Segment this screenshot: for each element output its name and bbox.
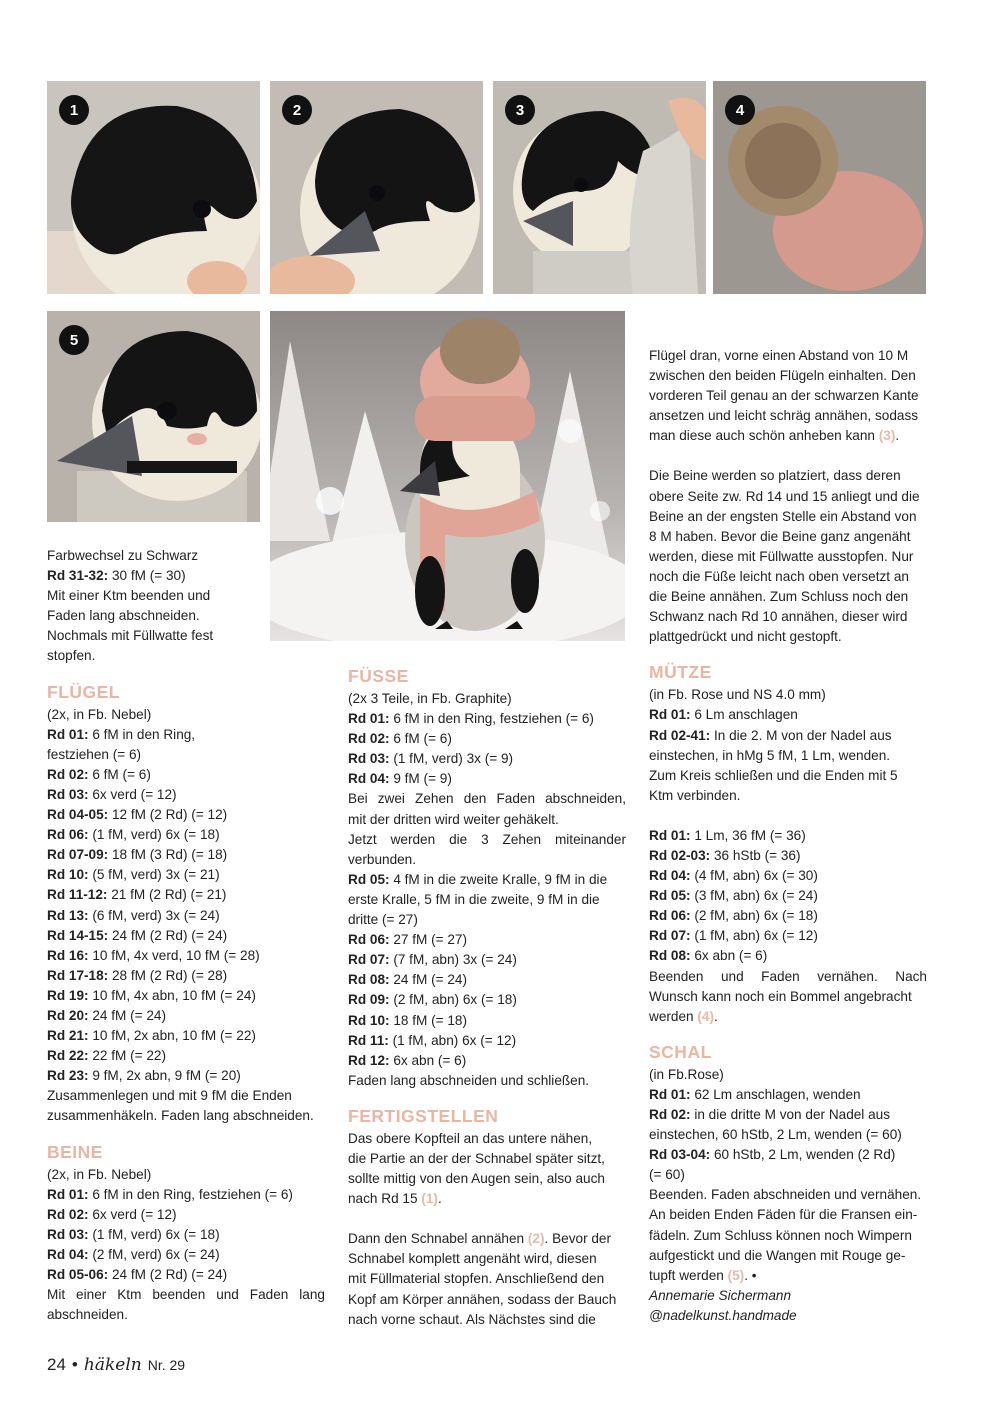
instruction-row: Rd 05-06: 24 fM (2 Rd) (= 24)	[47, 1267, 228, 1282]
instruction-row: Rd 01: 6 Lm anschlagen	[649, 707, 798, 723]
instruction-row: Rd 22: 22 fM (= 22)	[47, 1048, 166, 1064]
section-heading-muetze: MÜTZE	[649, 662, 712, 683]
body-text: werden (4).	[649, 1008, 718, 1024]
photo-step-1	[47, 81, 260, 294]
body-text: ansetzen und leicht schräg annähen, sodass	[649, 408, 919, 424]
body-text: Faden lang abschneiden.	[47, 608, 200, 624]
body-text: Dann den Schnabel annähen (2). Bevor der	[348, 1231, 612, 1247]
column-3	[649, 346, 927, 1326]
instruction-row: Rd 02-41: In die 2. M von der Nadel aus	[649, 727, 892, 743]
instruction-row: Rd 02: 6 fM (= 6)	[348, 731, 452, 747]
instruction-row: Rd 04: 9 fM (= 9)	[348, 771, 452, 787]
instruction-row: Rd 01: 1 Lm, 36 fM (= 36)	[649, 827, 806, 843]
photo-reference: (5)	[727, 1267, 745, 1283]
instruction-row: Rd 03: 6x verd (= 12)	[47, 786, 177, 802]
instruction-row: Rd 20: 24 fM (= 24)	[47, 1007, 166, 1023]
instruction-row: Rd 06: (2 fM, abn) 6x (= 18)	[649, 908, 818, 924]
body-text: noch die Füße leicht nach oben versetzt an	[649, 568, 909, 584]
body-text: Zusammenlegen und mit 9 fM die Enden	[47, 1088, 292, 1104]
body-text: tupft werden (5). •	[649, 1267, 757, 1283]
instruction-row: erste Kralle, 5 fM in die zweite, 9 fM in die	[348, 891, 600, 907]
instruction-row: einstechen, in hMg 5 fM, 1 Lm, wenden.	[649, 747, 891, 763]
instruction-row: Rd 04-05: 12 fM (2 Rd) (= 12)	[47, 807, 228, 823]
instruction-row: (= 60)	[649, 1167, 685, 1183]
instruction-row: Rd 03: (1 fM, verd) 3x (= 9)	[348, 751, 514, 767]
step-badge: 5	[59, 325, 89, 355]
body-text: vorderen Teil genau an der schwarzen Kante	[649, 388, 919, 404]
body-text: Schnabel komplett angenäht wird, diesen	[348, 1251, 597, 1267]
instruction-row: Rd 13: (6 fM, verd) 3x (= 24)	[47, 907, 220, 923]
body-text: aufgestickt und die Wangen mit Rouge ge-	[649, 1247, 906, 1263]
body-text: Flügel dran, vorne einen Abstand von 10 M	[649, 348, 909, 363]
instruction-row: Rd 07: (7 fM, abn) 3x (= 24)	[348, 952, 517, 968]
body-text: mit Füllmaterial stopfen. Anschließend den	[348, 1271, 605, 1287]
instruction-row: Rd 11-12: 21 fM (2 Rd) (= 21)	[47, 887, 227, 903]
body-text: Jetzt werden die 3 Zehen miteinander	[348, 831, 626, 847]
body-text: stopfen.	[47, 648, 96, 664]
photo-step-4	[713, 81, 926, 294]
body-text: werden, diese mit Füllwatte ausstopfen. Nur	[649, 548, 914, 564]
photo-reference: (2)	[527, 1231, 545, 1247]
body-text: Bei zwei Zehen den Faden abschneiden,	[348, 791, 626, 807]
body-text: Nochmals mit Füllwatte fest	[47, 628, 214, 644]
body-text: man diese auch schön anheben kann (3).	[649, 428, 900, 444]
issue-number: Nr. 29	[147, 1357, 186, 1373]
instruction-row: Zum Kreis schließen und die Enden mit 5	[649, 767, 898, 783]
page-number: 24	[47, 1355, 66, 1374]
photo-reference: (3)	[878, 428, 896, 444]
instruction-row: Rd 10: (5 fM, verd) 3x (= 21)	[47, 867, 220, 883]
instruction-row: Rd 05: 4 fM in die zweite Kralle, 9 fM in die	[348, 871, 608, 887]
step-badge: 2	[282, 95, 312, 125]
instruction-row: festziehen (= 6)	[47, 746, 142, 762]
instruction-row: Rd 03: (1 fM, verd) 6x (= 18)	[47, 1226, 220, 1242]
body-text: mit der dritten wird weiter gehäkelt.	[348, 811, 559, 827]
instruction-row: Rd 21: 10 fM, 2x abn, 10 fM (= 22)	[47, 1028, 256, 1044]
instruction-row: Rd 12: 6x abn (= 6)	[348, 1052, 467, 1068]
section-heading-schal: SCHAL	[649, 1041, 712, 1062]
page-footer	[47, 1355, 185, 1375]
author-handle: @nadelkunst.handmade	[649, 1307, 797, 1323]
section-subtitle: (2x, in Fb. Nebel)	[47, 1166, 152, 1182]
instruction-row: Rd 06: 27 fM (= 27)	[348, 932, 467, 948]
instruction-row: Rd 01: 6 fM in den Ring,	[47, 726, 196, 742]
instruction-row: Rd 02-03: 36 hStb (= 36)	[649, 847, 801, 863]
instruction-row: Rd 04: (4 fM, abn) 6x (= 30)	[649, 868, 818, 884]
section-subtitle: (2x 3 Teile, in Fb. Graphite)	[348, 691, 512, 706]
body-text: zwischen den beiden Flügeln einhalten. Den	[649, 368, 916, 384]
instruction-row: Rd 02: in die dritte M von der Nadel aus	[649, 1107, 891, 1122]
instruction-row: Rd 08: 6x abn (= 6)	[649, 948, 768, 964]
body-text: Die Beine werden so platziert, dass deren	[649, 468, 901, 484]
section-heading-fuesse: FÜSSE	[348, 666, 409, 686]
section-subtitle: (2x, in Fb. Nebel)	[47, 706, 152, 722]
magazine-logo: häkeln	[83, 1355, 142, 1375]
body-text: verbunden.	[348, 851, 417, 867]
instruction-row: Rd 02: 6x verd (= 12)	[47, 1206, 177, 1222]
instruction-row: dritte (= 27)	[348, 912, 418, 928]
instruction-row: Rd 19: 10 fM, 4x abn, 10 fM (= 24)	[47, 987, 256, 1003]
section-subtitle: (in Fb. Rose und NS 4.0 mm)	[649, 687, 826, 703]
instruction-row: Rd 01: 62 Lm anschlagen, wenden	[649, 1086, 861, 1102]
body-text: 8 M haben. Bevor die Beine ganz angenäht	[649, 528, 911, 544]
body-text: Beenden und Faden vernähen. Nach	[649, 968, 927, 984]
body-text: Mit einer Ktm beenden und	[47, 588, 211, 604]
author-name: Annemarie Sichermann	[649, 1287, 792, 1303]
body-text: obere Seite zw. Rd 14 und 15 anliegt und die	[649, 488, 920, 504]
instruction-row: einstechen, 60 hStb, 2 Lm, wenden (= 60)	[649, 1127, 902, 1143]
photo-step-3	[493, 81, 706, 294]
column-1	[47, 546, 325, 1325]
body-text: sollte mittig von den Augen sein, also auch	[348, 1171, 605, 1187]
step-badge: 3	[505, 95, 535, 125]
photo-step-5	[47, 311, 260, 522]
instruction-row: Rd 11: (1 fM, abn) 6x (= 12)	[348, 1032, 517, 1048]
instruction-row: Rd 23: 9 fM, 2x abn, 9 fM (= 20)	[47, 1068, 241, 1084]
body-text: fädeln. Zum Schluss können noch Wimpern	[649, 1227, 912, 1243]
instruction-row: Rd 03-04: 60 hStb, 2 Lm, wenden (2 Rd)	[649, 1147, 896, 1163]
instruction-row: Rd 17-18: 28 fM (2 Rd) (= 28)	[47, 967, 228, 983]
instruction-row: Rd 06: (1 fM, verd) 6x (= 18)	[47, 827, 220, 843]
instruction-row: Rd 08: 24 fM (= 24)	[348, 972, 467, 988]
instruction-row: Rd 05: (3 fM, abn) 6x (= 24)	[649, 888, 818, 904]
instruction-row: Rd 04: (2 fM, verd) 6x (= 24)	[47, 1246, 220, 1262]
body-text: Beenden. Faden abschneiden und vernähen.	[649, 1187, 922, 1203]
column-2	[348, 665, 626, 1330]
instruction-row: Rd 16: 10 fM, 4x verd, 10 fM (= 28)	[47, 947, 260, 963]
section-heading-beine: BEINE	[47, 1141, 103, 1162]
instruction-row: Rd 10: 18 fM (= 18)	[348, 1012, 467, 1028]
instruction-row: Rd 01: 6 fM in den Ring, festziehen (= 6)	[47, 1186, 293, 1202]
color-change-note: Farbwechsel zu Schwarz	[47, 548, 199, 563]
section-subtitle: (in Fb.Rose)	[649, 1066, 724, 1082]
instruction-row: Rd 31-32: 30 fM (= 30)	[47, 568, 186, 584]
photo-reference: (1)	[421, 1191, 438, 1207]
instruction-row: Rd 02: 6 fM (= 6)	[47, 766, 151, 782]
footer-bullet: •	[71, 1355, 78, 1374]
section-heading-fertigstellen: FERTIGSTELLEN	[348, 1105, 499, 1126]
body-text: Kopf am Körper annähen, sodass der Bauch	[348, 1291, 617, 1307]
body-text: Beine an der engsten Stelle ein Abstand von	[649, 508, 917, 524]
body-text: Mit einer Ktm beenden und Faden lang	[47, 1287, 325, 1303]
instruction-row: Rd 09: (2 fM, abn) 6x (= 18)	[348, 992, 517, 1008]
body-text: An beiden Enden Fäden für die Fransen ein-	[649, 1207, 918, 1223]
body-text: plattgedrückt und nicht gestopft.	[649, 629, 842, 645]
body-text: Faden lang abschneiden und schließen.	[348, 1072, 590, 1088]
body-text: Wunsch kann noch ein Bommel angebracht	[649, 988, 912, 1004]
body-text: abschneiden.	[47, 1307, 128, 1323]
step-badge: 1	[59, 95, 89, 125]
instruction-row: Rd 01: 6 fM in den Ring, festziehen (= 6)	[348, 711, 594, 727]
step-badge: 4	[725, 95, 755, 125]
instruction-row: Rd 07: (1 fM, abn) 6x (= 12)	[649, 928, 818, 944]
body-text: nach vorne schaut. Als Nächstes sind die	[348, 1311, 596, 1327]
section-heading-fluegel: FLÜGEL	[47, 681, 120, 702]
photo-reference: (4)	[697, 1008, 714, 1024]
body-text: zusammenhäkeln. Faden lang abschneiden.	[47, 1108, 314, 1124]
instruction-row: Ktm verbinden.	[649, 787, 741, 803]
instruction-row: Rd 14-15: 24 fM (2 Rd) (= 24)	[47, 927, 228, 943]
body-text: Schwanz nach Rd 10 annähen, dieser wird	[649, 609, 908, 625]
body-text: die Partie an der der Schnabel später sitzt,	[348, 1150, 605, 1166]
body-text: nach Rd 15 (1).	[348, 1191, 442, 1207]
body-text: Das obere Kopfteil an das untere nähen,	[348, 1130, 593, 1146]
body-text: die Beine annähen. Zum Schluss noch den	[649, 589, 909, 605]
photo-step-2	[270, 81, 483, 294]
instruction-row: Rd 07-09: 18 fM (3 Rd) (= 18)	[47, 847, 228, 863]
